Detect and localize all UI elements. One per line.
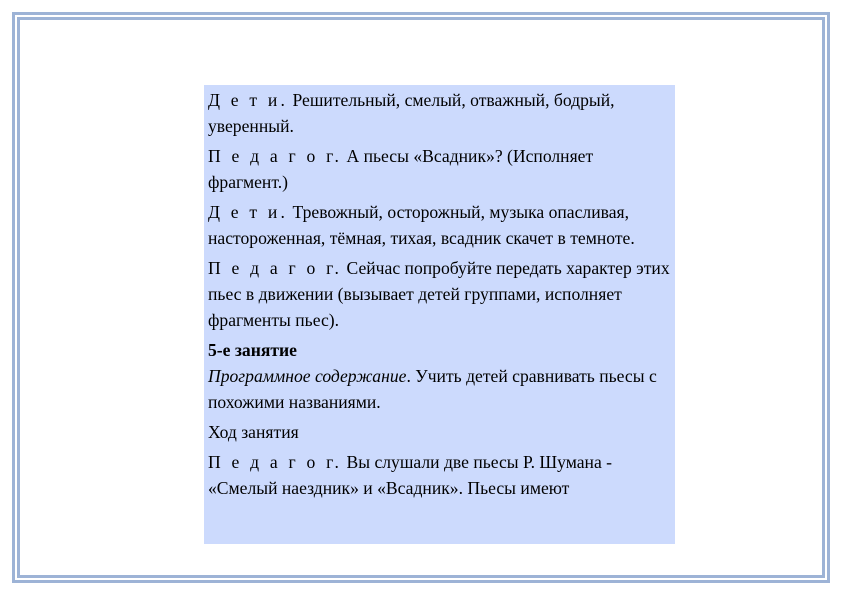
dialogue-text: Вы слушали две пьесы Р. Шумана - «Смелый наездник» и «Всадник». Пьесы имеют — [208, 452, 613, 498]
speaker-label: Д е т и. — [208, 90, 289, 110]
dialogue-text: Сейчас попробуйте передать характер этих пьес в движении (вызывает детей группами, исполняет фрагменты пьес). — [208, 258, 670, 330]
dialogue-paragraph-1 — [208, 87, 671, 139]
dialogue-paragraph-5 — [208, 449, 671, 501]
lesson-progress: Ход занятия — [208, 422, 299, 442]
dialogue-text: Тревожный, осторожный, музыка опасливая, настороженная, тёмная, тихая, всадник скачет в темноте. — [208, 202, 635, 248]
program-label: Программное содержание — [208, 366, 407, 386]
dialogue-paragraph-2 — [208, 143, 671, 195]
speaker-label: Д е т и. — [208, 202, 289, 222]
dialogue-text: А пьесы «Всадник»? (Исполняет фрагмент.) — [208, 146, 594, 192]
lesson-heading: 5-е занятие — [208, 340, 297, 360]
speaker-label: П е д а г о г. — [208, 146, 343, 166]
program-text: . Учить детей сравнивать пьесы с похожими названиями. — [208, 366, 657, 412]
text-block — [204, 85, 675, 544]
speaker-label: П е д а г о г. — [208, 452, 343, 472]
speaker-label: П е д а г о г. — [208, 258, 343, 278]
dialogue-text: Решительный, смелый, отважный, бодрый, уверенный. — [208, 90, 615, 136]
program-paragraph — [208, 363, 671, 415]
dialogue-paragraph-3 — [208, 199, 671, 251]
dialogue-paragraph-4 — [208, 255, 671, 333]
